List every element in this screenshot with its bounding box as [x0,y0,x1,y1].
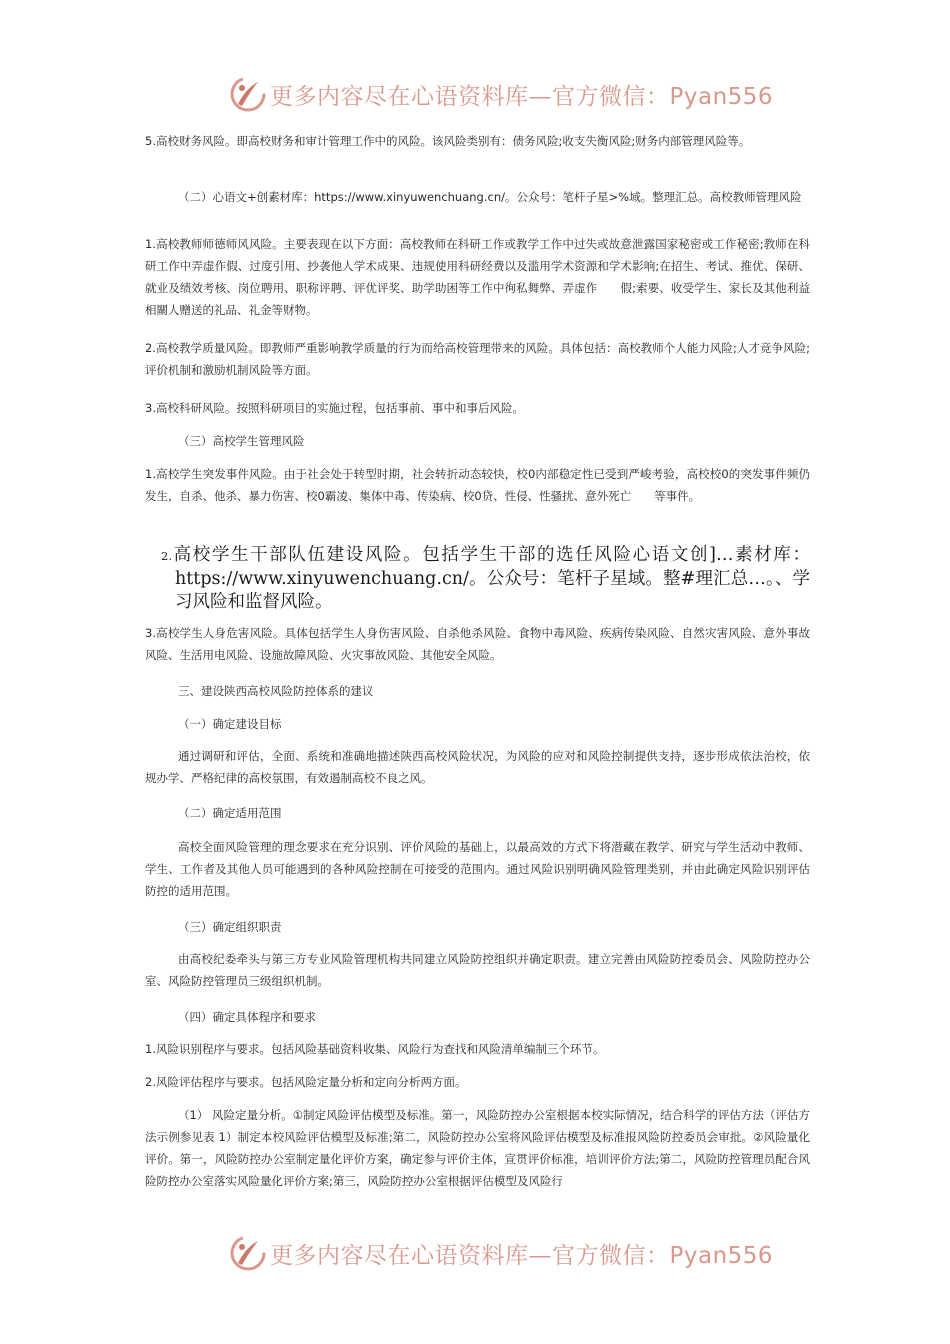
footer-watermark-banner [0,1231,950,1277]
footer-watermark-id: Pyan556 [669,1243,774,1269]
para-teacher-heading: （二）心语文+创素材库：https://www.xinyuwenchuang.cn/。公众号：笔杆子星>%域。整理汇总。高校教师管理风险 [178,190,802,204]
header-watermark-id: Pyan556 [669,84,774,110]
para-student-emergency: 1.高校学生突发事件风险。由于社会处于转型时期，社会转折动态较快，校0内部稳定性已受到严峻考验，高校校0的突发事件频仍发生，自杀、他杀、暴力伤害、校0霸凌、集体中毒、传染病、校0贷、性侵、性骚扰、意外死亡 等事件。 [145,467,810,503]
subheading-scope: （二）确定适用范围 [178,806,282,820]
subheading-organization: （三）确定组织职责 [178,920,282,934]
subheading-procedures: （四）确定具体程序和要求 [178,1010,316,1024]
para-teacher-ethics: 1.高校教师师德师风风险。主要表现在以下方面：高校教师在科研工作或教学工作中过失或故意泄露国家秘密或工作秘密;教师在科研工作中弄虚作假、过度引用、抄袭他人学术成果、违规使用科研经费以及滥用学术资源和学术影响;在招生、考试、推优、保研、就业及绩效考核、岗位聘用、职称评聘、评优评奖、助学助困等工作中徇私舞弊、弄虚作 假;索要、收受学生、家长及其他利益相關人赠送的礼品、礼金等财物。 [145,237,810,317]
para-scope: 高校全面风险管理的理念要求在充分识别、评价风险的基础上，以最高效的方式下将潜藏在教学、研究与学生活动中教师、学生、工作者及其他人员可能遇到的各种风险控制在可接受的范围内。通过风险识别明确风险管理类别，并由此确定风险识别评估防控的适用范围。 [145,840,810,898]
subheading-goals: （一）确定建设目标 [178,717,282,731]
para-assessment: 2.风险评估程序与要求。包括风险定量分析和定向分析两方面。 [145,1075,467,1089]
para-finance-risk: 5.高校财务风险。即高校财务和审计管理工作中的风险。该风险类别有：债务风险;收支失衡风险;财务内部管理风险等。 [145,134,751,148]
para-goals: 通过调研和评估，全面、系统和准确地描述陕西高校风险状况，为风险的应对和风险控制提供支持，逐步形成依法治校，依规办学、严格纪律的高校氛围，有效遏制高校不良之风。 [145,749,810,785]
header-watermark-text [270,78,773,111]
para-student-cadre [145,544,810,614]
para-student-cadre-text: 高校学生干部队伍建设风险。包括学生干部的选任风险心语文创]…素材库：https://www.xinyuwenchuang.cn/。公众号：笔杆子星域。整#理汇总…。、学习风险和监督风险。 [171,545,810,612]
para-quantitative-analysis: （1） 风险定量分析。①制定风险评估模型及标准。第一，风险防控办公室根据本校实际情况，结合科学的评估方法（评估方法示例参见表 1）制定本校风险评估模型及标准;第二，风险防控办公室将风险评估模型及标准报风险防控委员会审批。②风险量化评价。第一，风险防控办公室制定量化评价方案，确定参与评价主体，宣贯评价标准，培训评价方法;第二，风险防控管理员配合风险防控办公室落实风险量化评价方案;第三，风险防控办公室根据评估模型及风险行 [145,1108,810,1188]
para-student-heading: （三）高校学生管理风险 [178,434,305,448]
para-personal-harm: 3.高校学生人身危害风险。具体包括学生人身伤害风险、自杀他杀风险、食物中毒风险、疾病传染风险、自然灾害风险、意外事故风险、生活用电风险、设施故障风险、火灾事故风险、其他安全风险。 [145,626,810,662]
footer-watermark-text [270,1237,773,1270]
para-student-cadre-number: 2. [161,549,172,563]
footer-watermark-label: 更多内容尽在心语资料库—官方微信： [270,1243,670,1269]
para-research-risk: 3.高校科研风险。按照科研项目的实施过程，包括事前、事中和事后风险。 [145,401,524,415]
brush-logo-icon [228,1233,268,1273]
para-identification: 1.风险识别程序与要求。包括风险基础资料收集、风险行为查找和风险清单编制三个环节。 [145,1042,605,1056]
header-watermark-label: 更多内容尽在心语资料库—官方微信： [270,84,670,110]
header-watermark-banner [0,72,950,118]
para-teaching-quality: 2.高校教学质量风险。即教师严重影响教学质量的行为而给高校管理带来的风险。具体包括：高校教师个人能力风险;人才竞争风险;评价机制和激励机制风险等方面。 [145,341,810,377]
brush-logo-icon [228,74,268,114]
para-organization: 由高校纪委牵头与第三方专业风险管理机构共同建立风险防控组织并确定职责。建立完善由风险防控委员会、风险防控办公室、风险防控管理员三级组织机制。 [145,952,810,988]
section-three-heading: 三、建设陕西高校风险防控体系的建议 [178,684,374,698]
